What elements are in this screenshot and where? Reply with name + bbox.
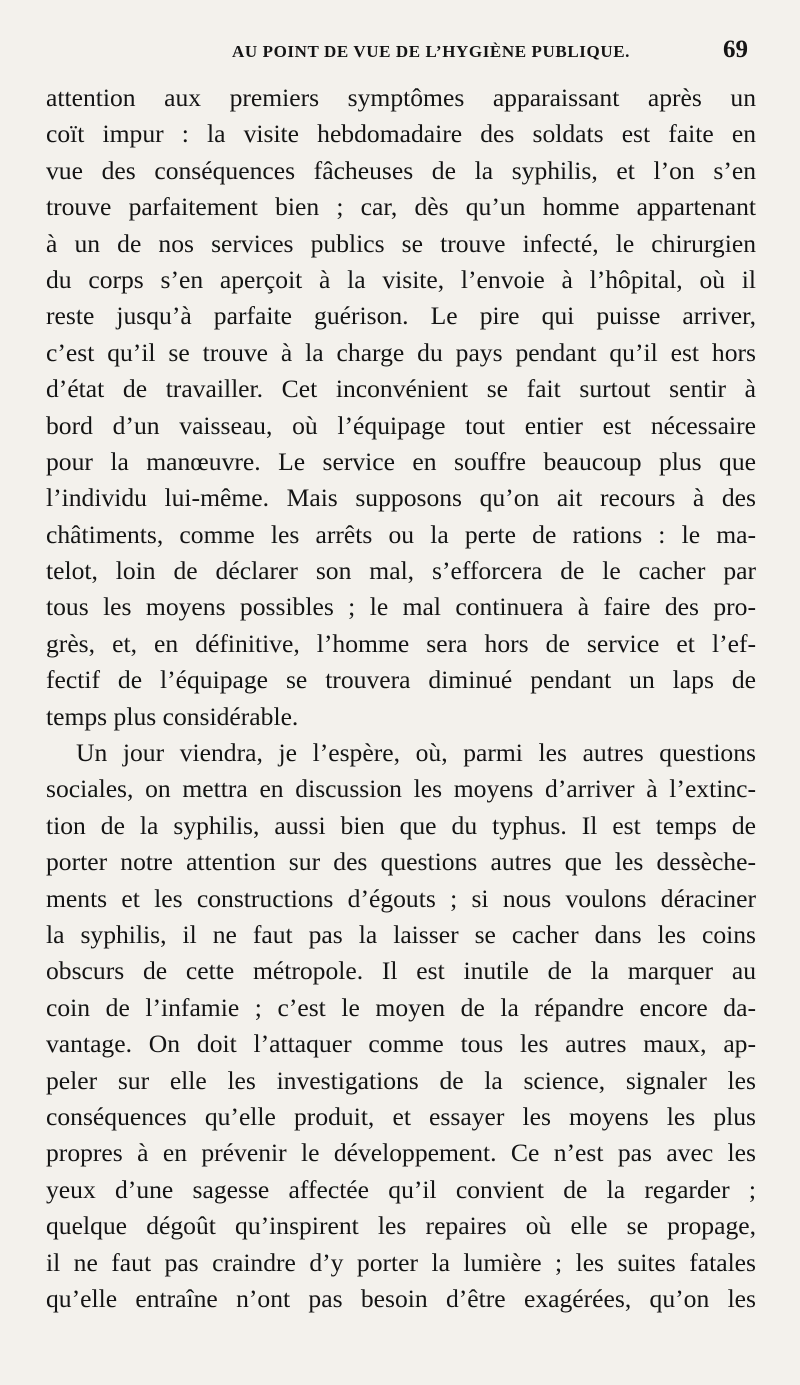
running-head xyxy=(46,36,756,80)
text-line: quelque dégoût qu’inspirent les repaires où elle se propage, xyxy=(46,1211,756,1241)
text-line: d’état de travailler. Cet inconvénient se fait surtout sentir à xyxy=(46,374,756,404)
text-line: bord d’un vaisseau, où l’équipage tout entier est nécessaire xyxy=(46,410,756,440)
text-line: la syphilis, il ne faut pas la laisser se cacher dans les coins xyxy=(46,919,756,949)
text-line: sociales, on mettra en discussion les moyens d’arriver à l’extinc- xyxy=(46,774,756,804)
text-line: Un jour viendra, je l’espère, où, parmi les autres questions xyxy=(76,738,756,768)
text-line: à un de nos services publics se trouve infecté, le chirurgien xyxy=(46,228,756,258)
text-line: temps plus considérable. xyxy=(46,701,299,731)
text-line: propres à en prévenir le développement. Ce n’est pas avec les xyxy=(46,1138,756,1168)
running-title: AU POINT DE VUE DE L’HYGIÈNE PUBLIQUE. xyxy=(232,42,630,61)
text-line: reste jusqu’à parfaite guérison. Le pire qui puisse arriver, xyxy=(46,301,756,331)
page-number: 69 xyxy=(723,36,748,63)
text-line: coït impur : la visite hebdomadaire des soldats est faite en xyxy=(46,119,756,149)
text-line: vue des conséquences fâcheuses de la syphilis, et l’on s’en xyxy=(46,155,756,185)
text-line: qu’elle entraîne n’ont pas besoin d’être exagérées, qu’on les xyxy=(46,1283,756,1313)
text-line: conséquences qu’elle produit, et essayer les moyens les plus xyxy=(46,1101,756,1131)
text-line: pour la manœuvre. Le service en souffre beaucoup plus que xyxy=(46,446,756,476)
text-line: peler sur elle les investigations de la science, signaler les xyxy=(46,1065,756,1095)
text-line: l’individu lui-même. Mais supposons qu’on ait recours à des xyxy=(46,483,756,513)
book-page xyxy=(0,36,800,1385)
text-line: du corps s’en aperçoit à la visite, l’envoie à l’hôpital, où il xyxy=(46,264,756,294)
text-line: il ne faut pas craindre d’y porter la lumière ; les suites fatales xyxy=(46,1247,756,1277)
text-line: coin de l’infamie ; c’est le moyen de la répandre encore da- xyxy=(46,992,756,1022)
text-line: ments et les constructions d’égouts ; si nous voulons déraciner xyxy=(46,883,756,913)
text-line: grès, et, en définitive, l’homme sera hors de service et l’ef- xyxy=(46,628,756,658)
text-line: vantage. On doit l’attaquer comme tous les autres maux, ap- xyxy=(46,1029,756,1059)
text-line: fectif de l’équipage se trouvera diminué pendant un laps de xyxy=(46,665,756,695)
text-line: yeux d’une sagesse affectée qu’il convient de la regarder ; xyxy=(46,1174,756,1204)
text-line: châtiments, comme les arrêts ou la perte de rations : le ma- xyxy=(46,519,756,549)
text-line: obscurs de cette métropole. Il est inutile de la marquer au xyxy=(46,956,756,986)
text-line: tous les moyens possibles ; le mal continuera à faire des pro- xyxy=(46,592,756,622)
text-line: tion de la syphilis, aussi bien que du typhus. Il est temps de xyxy=(46,810,756,840)
text-line: attention aux premiers symptômes apparaissant après un xyxy=(46,83,756,112)
text-line: telot, loin de déclarer son mal, s’efforcera de le cacher par xyxy=(46,556,756,586)
text-line: porter notre attention sur des questions autres que les dessèche- xyxy=(46,847,756,877)
body-text xyxy=(46,80,756,1317)
text-line: c’est qu’il se trouve à la charge du pays pendant qu’il est hors xyxy=(46,337,756,367)
text-line: trouve parfaitement bien ; car, dès qu’un homme appartenant xyxy=(46,192,756,222)
